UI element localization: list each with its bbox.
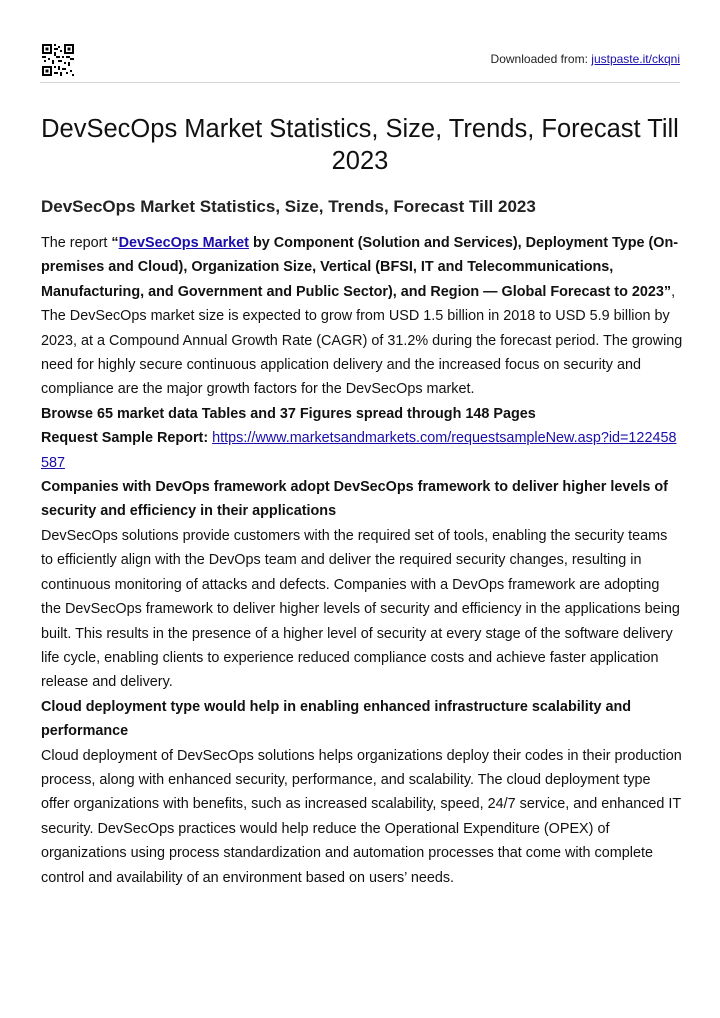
- section-1-heading: [41, 475, 683, 524]
- section-1-heading-text: Companies with DevOps framework adopt DevSecOps framework to deliver higher levels of security and efficiency in their applications: [41, 479, 668, 520]
- header-divider: [40, 82, 680, 83]
- intro-open-quote: “: [111, 235, 119, 251]
- report-title: by Component (Solution and Services), Deployment Type (On-premises and Cloud), Organization Size, Vertical (BFSI, IT and Telecommunications, Manufacturing, and Government and Public Sector), and Region — Global Forecast to 2023”: [41, 235, 679, 300]
- qr-code-icon: [42, 44, 74, 76]
- browse-line: [41, 402, 683, 426]
- article-body: [41, 231, 683, 890]
- page-header: [40, 44, 680, 82]
- request-sample: [41, 426, 683, 475]
- intro-paragraph: [41, 231, 683, 402]
- section-2-heading: [41, 695, 683, 744]
- intro-lead: The report: [41, 235, 112, 251]
- download-source-label: Downloaded from:: [490, 52, 588, 66]
- section-2-heading-text: Cloud deployment type would help in enabling enhanced infrastructure scalability and performance: [41, 698, 632, 740]
- intro-body: , The DevSecOps market size is expected to grow from USD 1.5 billion in 2018 to USD 5.9 billion by 2023, at a Compound Annual Growth Rate (CAGR) of 31.2% during the forecast period. The growing need for highly secure continuous application delivery and the increased focus on security and compliance are the major growth factors for the DevSecOps market.: [41, 283, 683, 398]
- download-source-link[interactable]: justpaste.it/ckqni: [591, 52, 680, 66]
- browse-line-text: Browse 65 market data Tables and 37 Figures spread through 148 Pages: [41, 405, 536, 422]
- request-sample-label: Request Sample Report:: [41, 430, 209, 447]
- report-link[interactable]: DevSecOps Market: [118, 235, 249, 251]
- download-source: [491, 52, 680, 66]
- section-2-body: Cloud deployment of DevSecOps solutions helps organizations deploy their codes in their production process, along with enhanced security, performance, and scalability. The cloud deployment type offer organizations with benefits, such as increased scalability, speed, 24/7 service, and enhanced IT security. DevSecOps practices would help reduce the Operational Expenditure (OPEX) of organizations using process standardization and automation processes that come with complete control and availability of an environment based on users’ needs.: [41, 747, 682, 886]
- page-subtitle: DevSecOps Market Statistics, Size, Trends, Forecast Till 2023: [41, 197, 536, 216]
- request-sample-link[interactable]: https://www.marketsandmarkets.com/requestsampleNew.asp?id=122458587: [41, 430, 677, 471]
- page-title: DevSecOps Market Statistics, Size, Trends, Forecast Till 2023: [41, 115, 679, 175]
- section-1-body: DevSecOps solutions provide customers with the required set of tools, enabling the security teams to efficiently align with the DevOps team and deliver the required security changes, resulting in continuous monitoring of attacks and defects. Companies with a DevOps framework are adopting the DevSecOps framework to deliver higher levels of security and efficiency in the applications being built. This results in the presence of a higher level of security at every stage of the software delivery life cycle, enabling clients to experience reduced compliance costs and achieve faster application release and delivery.: [41, 527, 680, 691]
